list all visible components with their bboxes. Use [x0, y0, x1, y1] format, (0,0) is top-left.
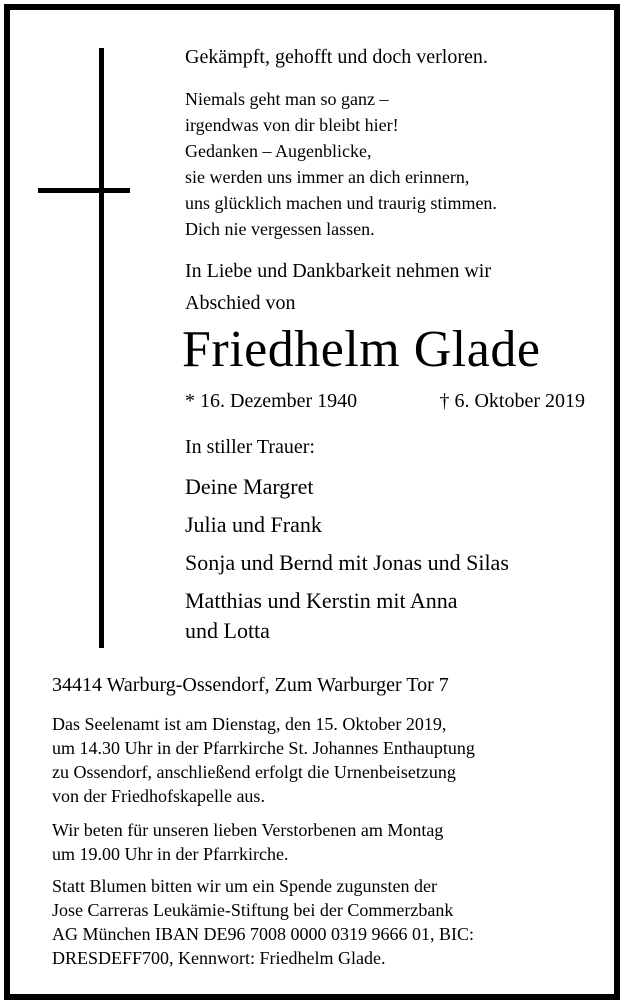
intro-line: Abschied von — [185, 292, 296, 314]
intro-line: In Liebe und Dankbarkeit nehmen wir — [185, 260, 492, 282]
birth-date: * 16. Dezember 1940 — [185, 390, 358, 412]
notice-line: Wir beten für unseren lieben Verstorbenen am Montag — [52, 820, 444, 840]
service-notice — [52, 712, 475, 808]
poem-line: Niemals geht man so ganz – — [185, 89, 389, 109]
motto: Gekämpft, gehofft und doch verloren. — [185, 46, 488, 68]
mourner: Deine Margret — [185, 474, 314, 499]
poem-line: sie werden uns immer an dich erinnern, — [185, 167, 470, 187]
obituary-card — [4, 4, 620, 1000]
poem-line: Gedanken – Augenblicke, — [185, 141, 372, 161]
notice-line: DRESDEFF700, Kennwort: Friedhelm Glade. — [52, 948, 386, 968]
mourners-list — [185, 472, 509, 646]
notice-line: Statt Blumen bitten wir um ein Spende zugunsten der — [52, 876, 437, 896]
cross-icon-bar — [38, 188, 130, 193]
notice-line: zu Ossendorf, anschließend erfolgt die Urnenbeisetzung — [52, 762, 456, 782]
address: 34414 Warburg-Ossendorf, Zum Warburger Tor 7 — [52, 674, 449, 696]
mourner: Matthias und Kerstin mit Anna — [185, 588, 458, 613]
poem-line: uns glücklich machen und traurig stimmen. — [185, 193, 497, 213]
mourning-label: In stiller Trauer: — [185, 436, 315, 458]
poem-line: Dich nie vergessen lassen. — [185, 219, 375, 239]
cross-icon — [99, 48, 104, 648]
notice-line: um 14.30 Uhr in der Pfarrkirche St. Johannes Enthauptung — [52, 738, 475, 758]
death-date: † 6. Oktober 2019 — [439, 390, 585, 412]
notice-line: um 19.00 Uhr in der Pfarrkirche. — [52, 844, 289, 864]
mourner: Julia und Frank — [185, 512, 322, 537]
poem — [185, 86, 497, 242]
poem-line: irgendwas von dir bleibt hier! — [185, 115, 399, 135]
intro — [185, 255, 491, 319]
notice-line: von der Friedhofskapelle aus. — [52, 786, 265, 806]
deceased-name: Friedhelm Glade — [182, 321, 541, 378]
prayer-notice — [52, 818, 443, 866]
donation-notice — [52, 874, 474, 970]
mourner: und Lotta — [185, 618, 270, 643]
notice-line: Das Seelenamt ist am Dienstag, den 15. Oktober 2019, — [52, 714, 447, 734]
life-dates — [185, 390, 585, 413]
notice-line: AG München IBAN DE96 7008 0000 0319 9666 01, BIC: — [52, 924, 474, 944]
notice-line: Jose Carreras Leukämie-Stiftung bei der Commerzbank — [52, 900, 454, 920]
mourner: Sonja und Bernd mit Jonas und Silas — [185, 550, 509, 575]
